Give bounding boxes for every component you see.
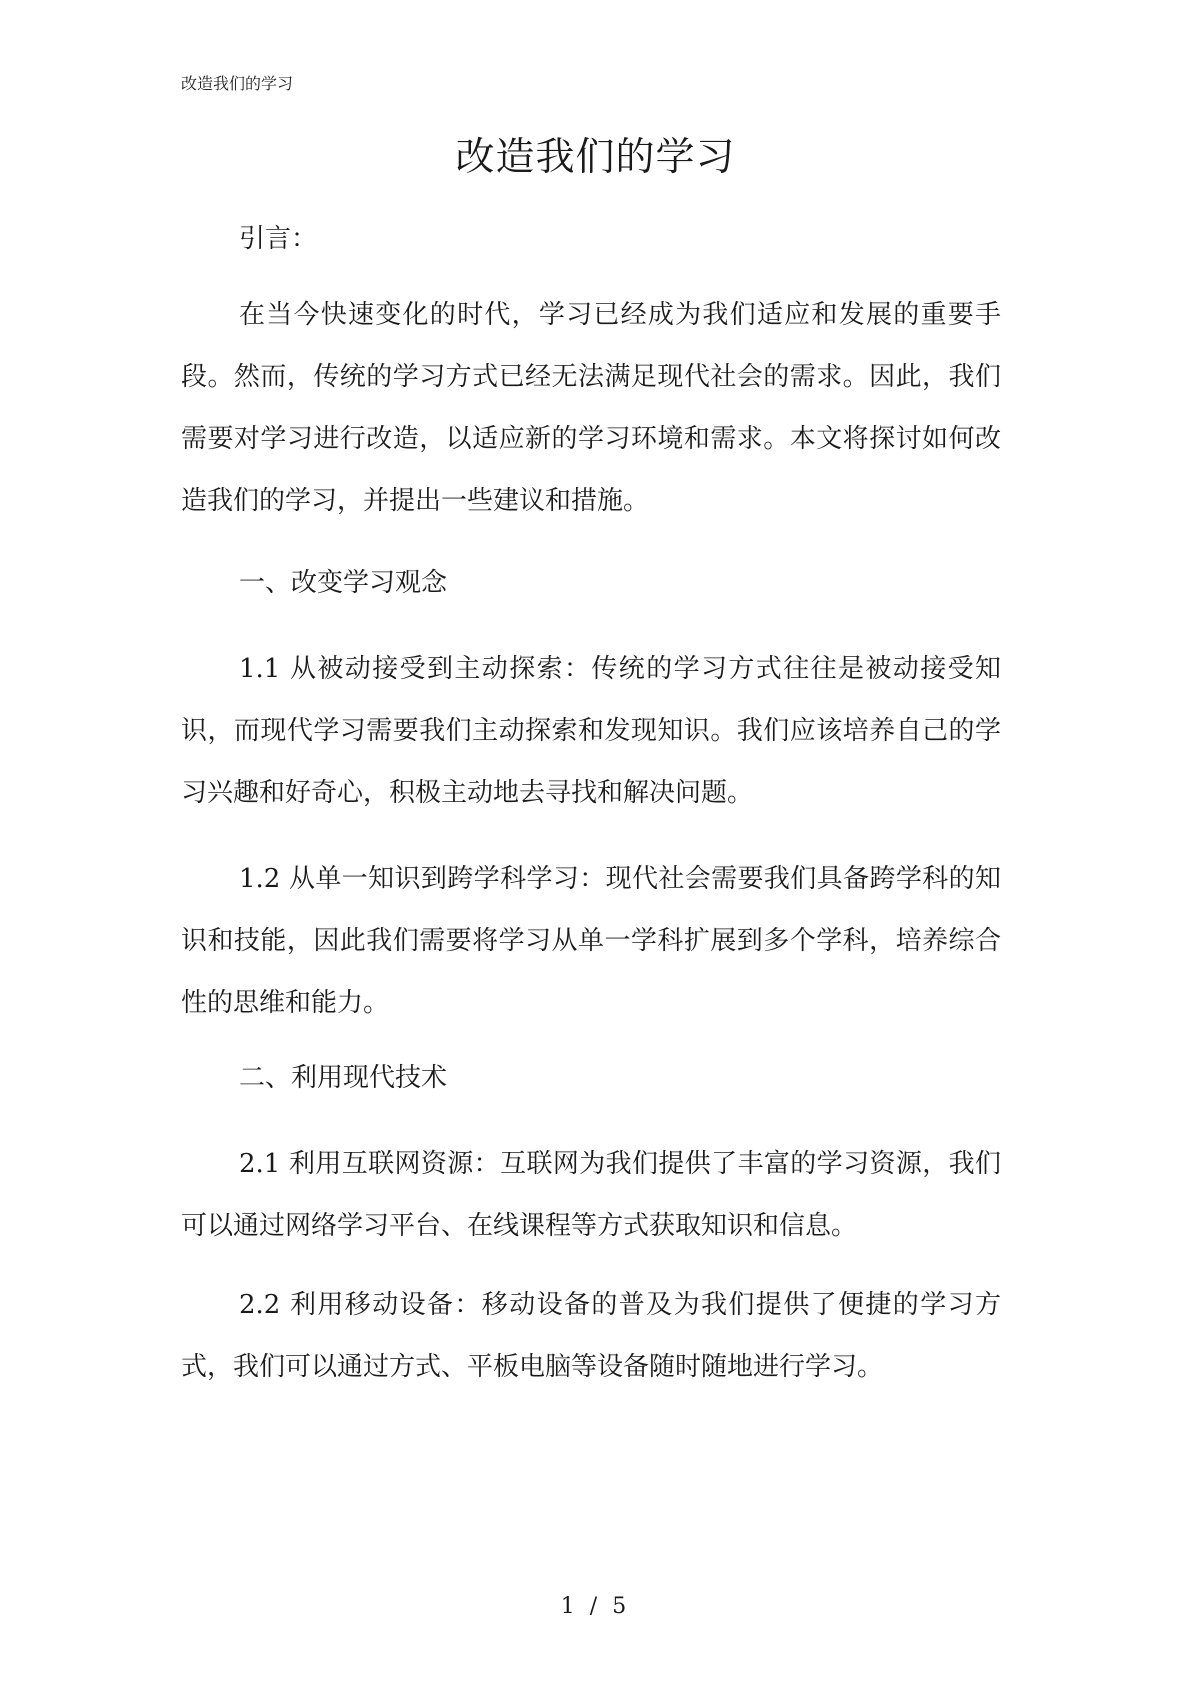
paragraph-2-2: 2.2 利用移动设备：移动设备的普及为我们提供了便捷的学习方式，我们可以通过方式、平板电脑等设备随时随地进行学习。 (181, 1290, 1001, 1382)
document-title: 改造我们的学习 (455, 135, 736, 180)
paragraph-1-1: 1.1 从被动接受到主动探索：传统的学习方式往往是被动接受知识，而现代学习需要我们主动探索和发现知识。我们应该培养自己的学习兴趣和好奇心，积极主动地去寻找和解决问题。 (181, 654, 1001, 808)
paragraph-2-1: 2.1 利用互联网资源：互联网为我们提供了丰富的学习资源，我们可以通过网络学习平台、在线课程等方式获取知识和信息。 (181, 1149, 1001, 1241)
intro-label: 引言： (239, 224, 318, 254)
paragraph-1-2: 1.2 从单一知识到跨学科学习：现代社会需要我们具备跨学科的知识和技能，因此我们需要将学习从单一学科扩展到多个学科，培养综合性的思维和能力。 (181, 864, 1001, 1018)
page-number: 1 / 5 (560, 1594, 631, 1619)
section-heading-1: 一、改变学习观念 (239, 568, 448, 598)
section-heading-2: 二、利用现代技术 (239, 1063, 448, 1093)
intro-paragraph: 在当今快速变化的时代，学习已经成为我们适应和发展的重要手段。然而，传统的学习方式已经无法满足现代社会的需求。因此，我们需要对学习进行改造，以适应新的学习环境和需求。本文将探讨如何改造我们的学习，并提出一些建议和措施。 (181, 300, 1001, 516)
running-header: 改造我们的学习 (181, 74, 294, 93)
